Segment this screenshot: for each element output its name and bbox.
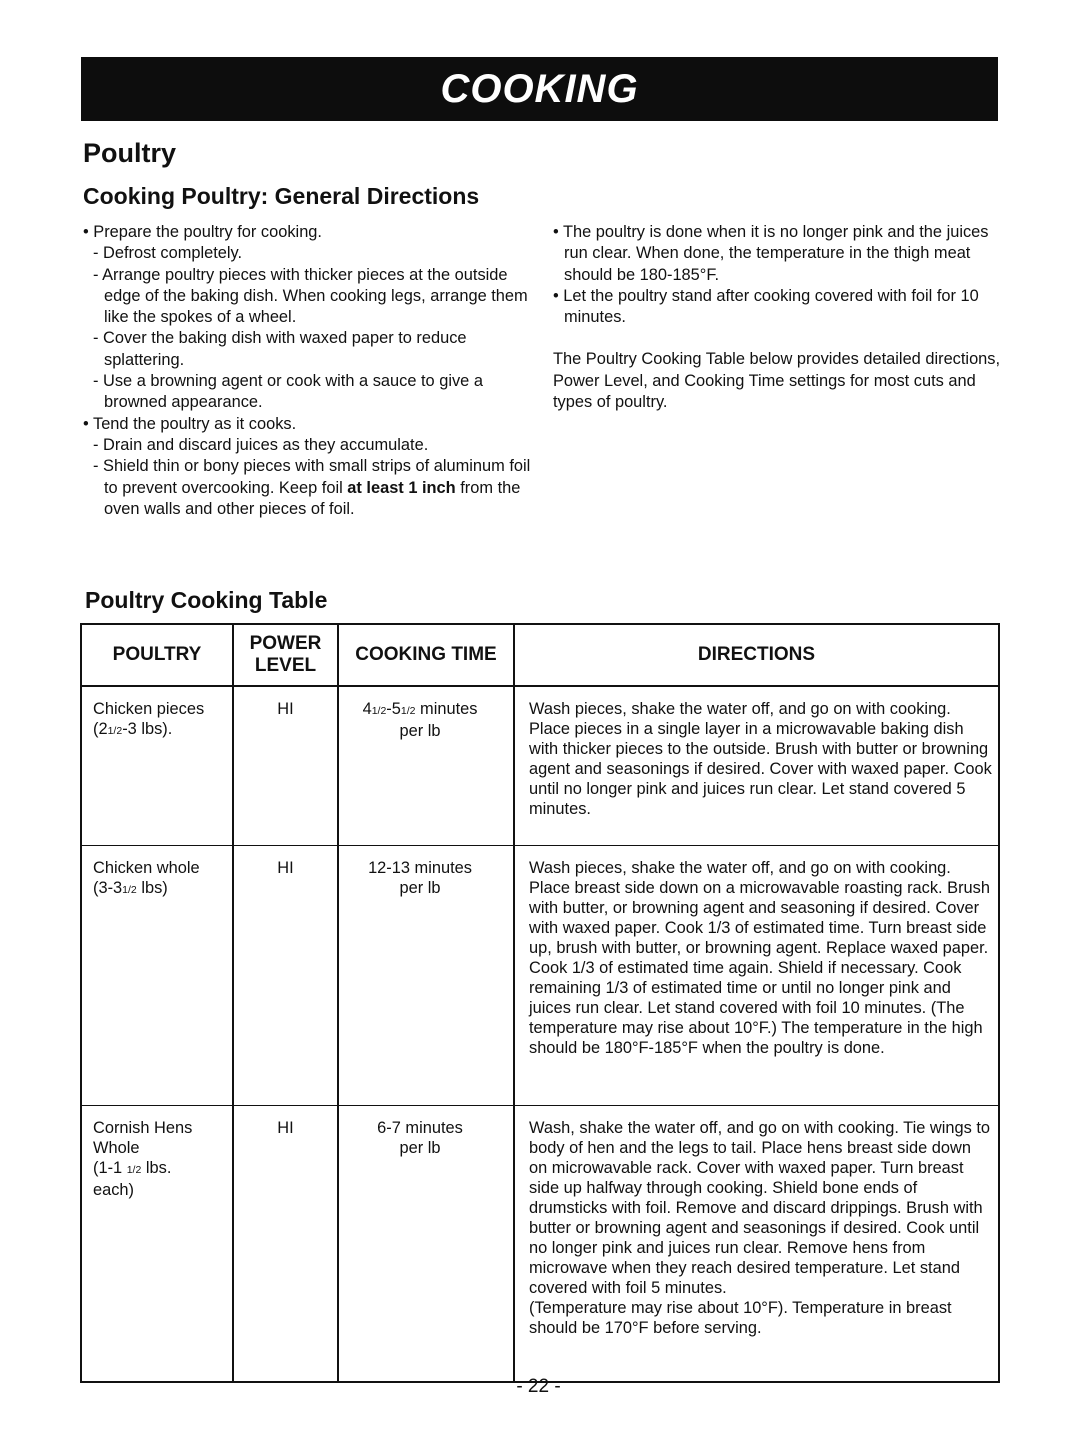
header-bar [81,57,998,121]
header-power-line2: LEVEL [254,655,317,676]
weight-fraction: 1/2 [122,883,137,896]
cooking-time-unit: per lb [399,878,441,897]
poultry-cell [81,845,233,1105]
weight-pre: (2 [93,720,108,738]
table-title: Poultry Cooking Table [85,587,328,613]
time-part-3: minutes [415,700,478,718]
poultry-name: Chicken whole [93,858,200,877]
power-cell: HI [233,845,338,1105]
table-intro-paragraph: The Poultry Cooking Table below provides detailed directions, Power Level, and Cooking Time settings for most cuts and types of poultry. [553,350,1001,412]
header-power-level [233,624,338,686]
directions-temperature-note: (Temperature may rise about 10°F). Temperature in breast should be 170°F before serving. [529,1298,952,1337]
poultry-weight [93,878,226,900]
poultry-cell [81,686,233,845]
poultry-weight [93,1158,226,1180]
cooking-time-unit: per lb [399,1138,441,1157]
time-part-2: -5 [386,700,401,718]
poultry-cell [81,1105,233,1382]
shield-text-a: - Shield thin or bony pieces with small strips of aluminum foil to prevent overcooking. Keep foil [93,457,531,497]
table-header-row [81,624,999,686]
sub-browning: - Use a browning agent or cook with a sauce to give a browned appearance. [93,372,483,412]
page-number: - 22 - [516,1376,561,1397]
directions-text: Wash, shake the water off, and go on with cooking. Tie wings to body of hen and the legs to tail. Place hens breast side down on microwavable rack. Cover with waxed paper. Turn breast side up halfway through cooking. Shield bone ends of drumsticks with foil. Remove and discard drippings. Brush with butter or browning agent and seasonings if desired. Cook until no longer pink and juices run clear. Remove hens from microwave when they reach desired temperature. Let stand covered with foil 5 minutes. [529,1118,991,1297]
time-fraction-2: 1/2 [400,705,416,717]
cooking-time-unit: per lb [399,722,441,740]
sub-cover: - Cover the baking dish with waxed paper to reduce splattering. [93,329,467,369]
table-row [81,845,999,1105]
poultry-weight [93,719,226,741]
power-cell: HI [233,686,338,845]
poultry-name-line2: Whole [93,1138,140,1157]
sub-defrost: - Defrost completely. [93,244,243,263]
cooking-time-value: 12-13 minutes [368,858,472,877]
cooking-time-value: 6-7 minutes [377,1118,463,1137]
general-directions-left-column [83,222,533,520]
directions-cell [514,1105,999,1382]
header-cooking-time: COOKING TIME [338,624,514,686]
bullet-done: • The poultry is done when it is no longer pink and the juices run clear. When done, the temperature in the thigh meat should be 180-185°F. [553,223,989,284]
general-directions-right-column [553,222,1003,413]
shield-text-bold: at least 1 inch [347,478,456,497]
header-directions: DIRECTIONS [514,624,999,686]
cooking-time-cell [338,845,514,1105]
sub-shield [83,456,533,520]
weight-pre: (3-3 [93,878,123,897]
sub-arrange: - Arrange poultry pieces with thicker pieces at the outside edge of the baking dish. When cooking legs, arrange them like the spokes of a wheel. [93,265,528,327]
directions-cell: Wash pieces, shake the water off, and go on with cooking. Place pieces in a single layer in a microwavable baking dish with thicker pieces to the outside. Brush with butter or browning agent and seasonings if desired. Cover with waxed paper. Cook until no longer pink and juices run clear. Let stand covered 5 minutes. [514,686,999,845]
header-poultry: POULTRY [81,624,233,686]
weight-pre: (1-1 [93,1158,127,1177]
cooking-time-value [339,699,501,721]
header-title: COOKING [440,66,639,111]
directions-cell: Wash pieces, shake the water off, and go on with cooking. Place breast side down on a microwavable roasting rack. Brush with butter, or browning agent and seasoning if desired. Cover with waxed paper. Cook 1/3 of estimated time. Turn breast side up, brush with butter, or browning agent. Replace waxed paper. Cook 1/3 of estimated time again. Shield if necessary. Cook remaining 1/3 of estimated time or until no longer pink and juices run clear. Let stand covered with foil 10 minutes. (The temperature may rise about 10°F.) The temperature in the high should be 180°F-185°F when the poultry is done. [514,845,999,1105]
shield-text-b: from the oven walls and other pieces of foil. [104,478,521,518]
time-fraction-1: 1/2 [371,705,387,717]
bullet-tend: • Tend the poultry as it cooks. [83,414,297,433]
weight-post: lbs) [136,878,168,897]
weight-fraction: 1/2 [107,725,123,737]
cooking-time-cell [338,686,514,845]
bullet-stand: • Let the poultry stand after cooking covered with foil for 10 minutes. [553,286,979,327]
weight-post: lbs. [141,1158,172,1177]
header-power-line1: POWER [249,633,322,654]
time-part-1: 4 [362,700,372,718]
table-row [81,1105,999,1382]
section-title: Poultry [83,138,177,168]
weight-fraction: 1/2 [126,1163,142,1176]
poultry-name: Cornish Hens [93,1118,193,1137]
subsection-title: Cooking Poultry: General Directions [83,183,480,209]
table-row [81,686,999,845]
poultry-name: Chicken pieces [93,700,205,718]
sub-drain: - Drain and discard juices as they accumulate. [93,435,429,454]
cooking-time-cell [338,1105,514,1382]
weight-post: -3 lbs). [122,720,173,738]
bullet-prepare: • Prepare the poultry for cooking. [83,223,322,241]
poultry-cooking-table [80,623,1000,1383]
power-cell: HI [233,1105,338,1382]
poultry-weight-each: each) [93,1180,135,1199]
